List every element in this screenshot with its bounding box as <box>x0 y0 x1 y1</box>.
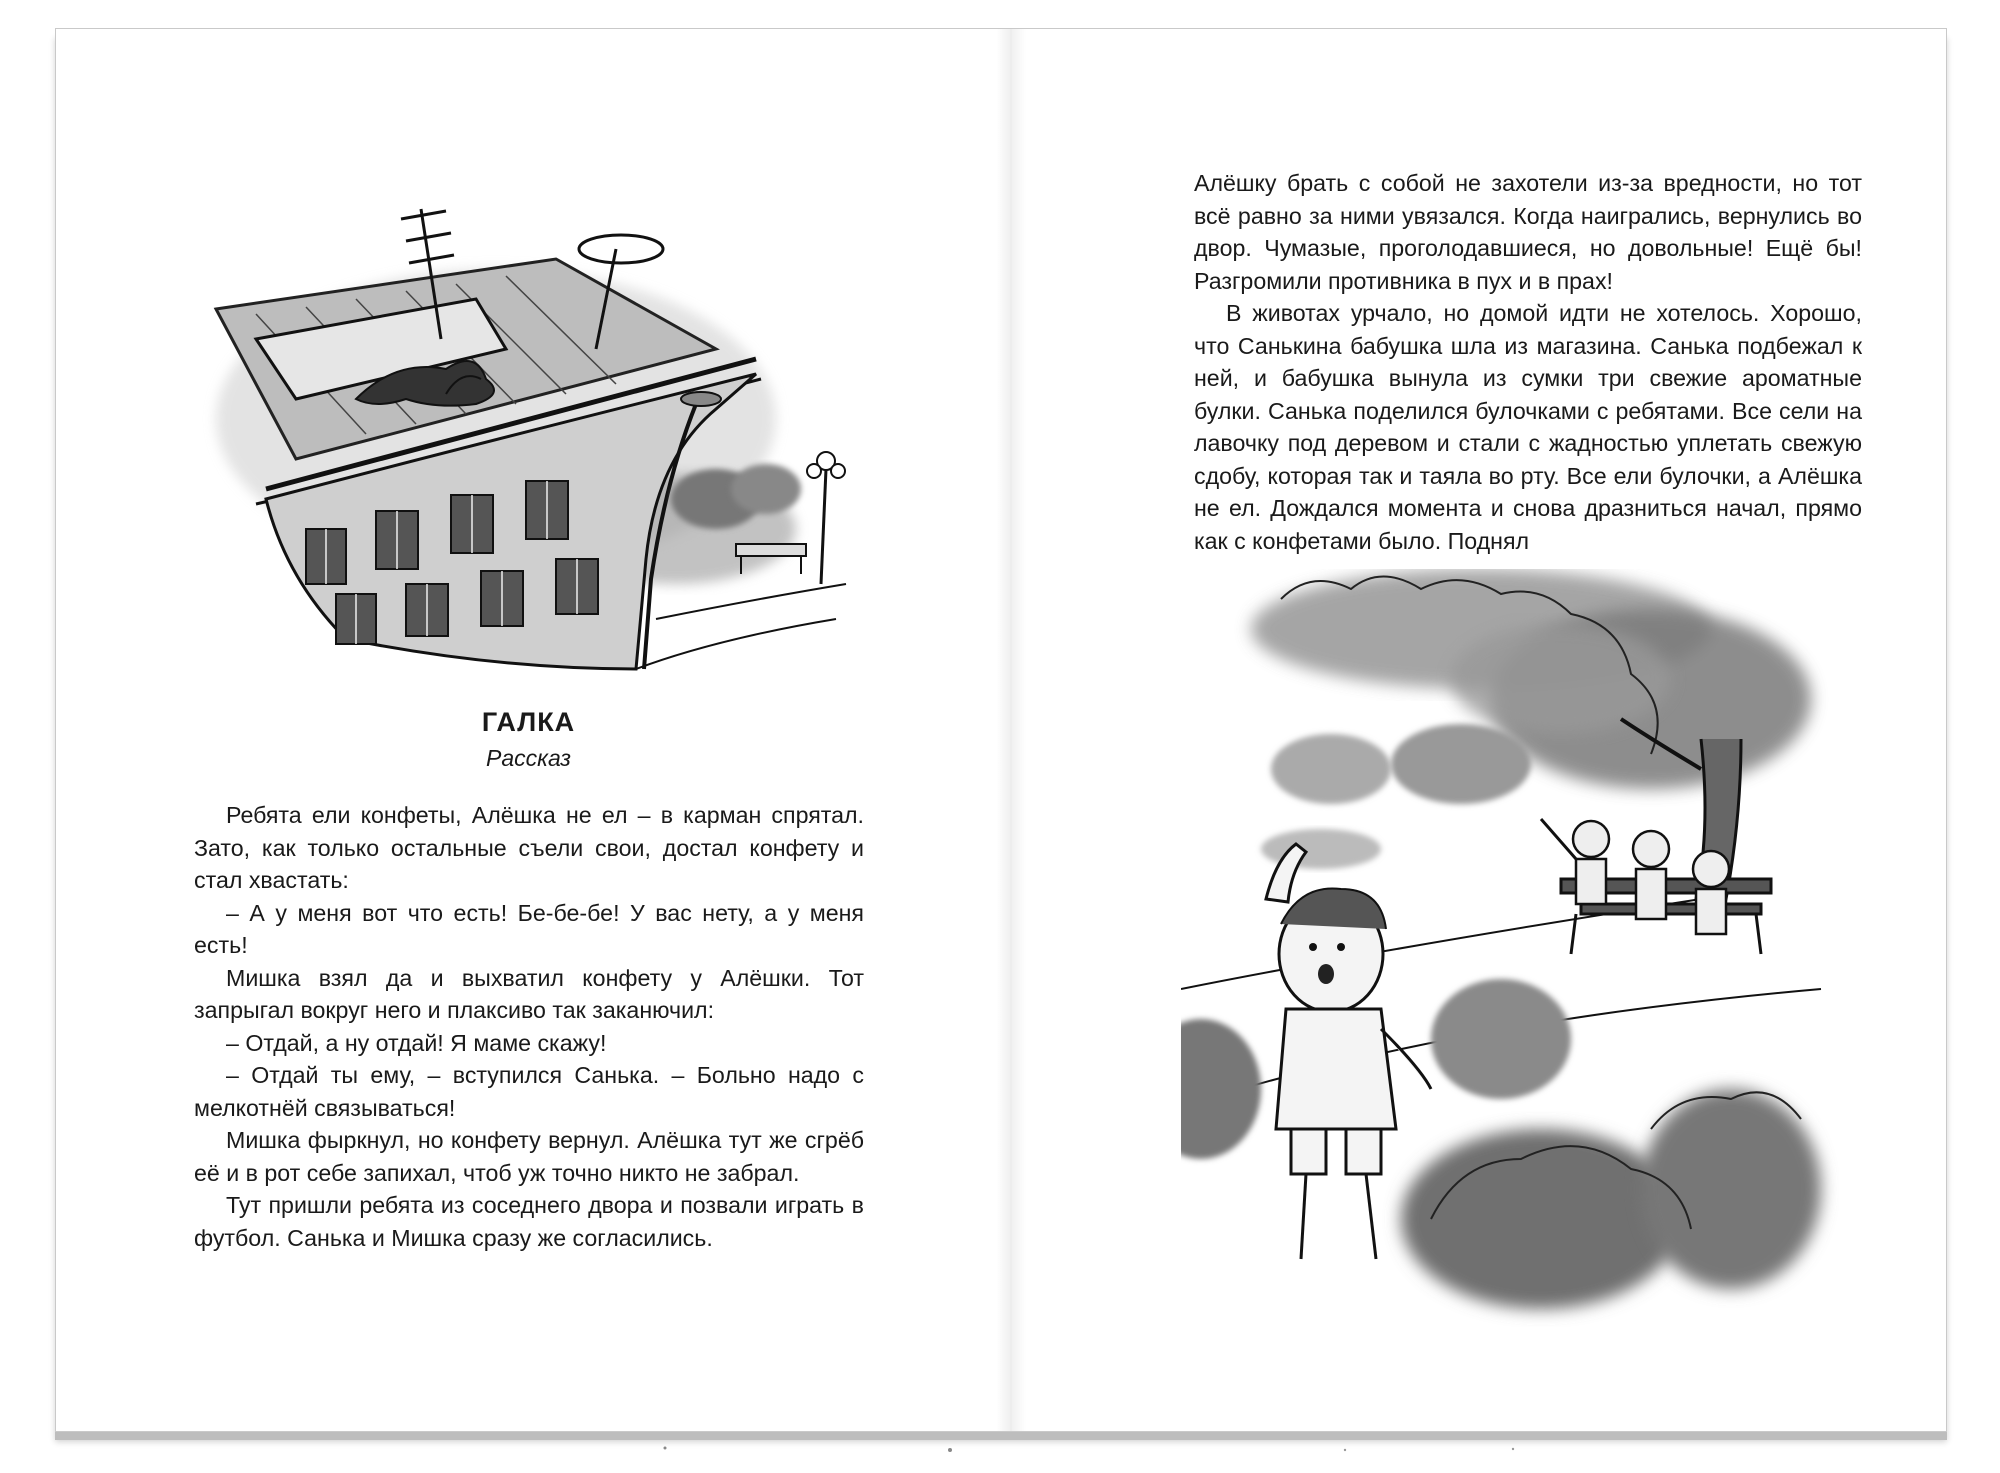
paragraph: В животах урчало, но домой идти не хотелось. Хорошо, что Санькина бабушка шла из магазина. Санька подбежал к ней, и бабушка вынула из сумки три свежие ароматные булки. Санька поделился булочками с ребятами. Все сели на лавочку под деревом и стали с жадностью уплетать свежую сдобу, которая так и таяла во рту. Все ели булочки, а Алёшка не ел. Дождался момента и снова дразниться начал, прямо как с конфетами было. Поднял <box>1194 300 1862 554</box>
story-subtitle: Рассказ <box>486 745 571 771</box>
story-title: ГАЛКА <box>481 707 576 737</box>
right-page <box>1001 29 1946 1431</box>
paragraph: Тут пришли ребята из соседнего двора и позвали играть в футбол. Санька и Мишка сразу же согласились. <box>194 1192 864 1251</box>
paragraph: Мишка взял да и выхватил конфету у Алёшки. Тот запрыгал вокруг него и плаксиво так заканючил: <box>194 964 864 1023</box>
paragraph: Алёшку брать с собой не захотели из-за вредности, но тот всё равно за ними увязался. Когда наигрались, вернулись во двор. Чумазые, проголодавшиеся, но довольные! Ещё бы! Разгромили противника в пух и в прах! <box>1194 170 1862 294</box>
paragraph: – Отдай ты ему, – вступился Санька. – Больно надо с мелкотнёй связываться! <box>194 1062 864 1121</box>
left-page <box>56 29 1001 1431</box>
paragraph: – Отдай, а ну отдай! Я маме скажу! <box>226 1029 607 1056</box>
building-rooftop-illustration <box>196 199 856 699</box>
right-page-text <box>1194 167 1862 557</box>
park-children-illustration <box>1181 569 1861 1329</box>
paragraph: Ребята ели конфеты, Алёшка не ел – в карман спрятал. Зато, как только остальные съели свои, достал конфету и стал хвастать: <box>194 802 864 893</box>
left-page-text <box>194 799 864 1254</box>
paragraph: Мишка фыркнул, но конфету вернул. Алёшка тут же сгрёб её и в рот себе запихал, чтоб уж точно никто не забрал. <box>194 1127 864 1186</box>
book-spread <box>55 28 1947 1432</box>
scan-specks <box>0 1440 2000 1473</box>
paragraph: – А у меня вот что есть! Бе-бе-бе! У вас нету, а у меня есть! <box>194 899 864 958</box>
